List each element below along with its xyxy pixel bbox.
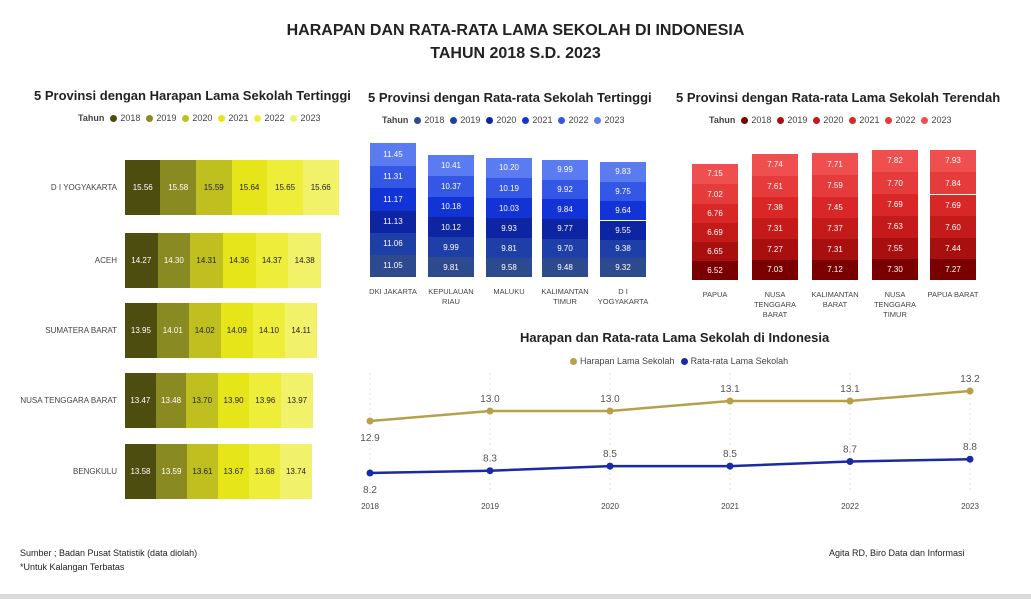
- category-label-line: TIMUR: [883, 310, 907, 319]
- bar-segment: 6.76: [692, 204, 738, 223]
- bar-segment: 7.31: [752, 218, 798, 239]
- category-label-line: TENGGARA: [753, 300, 797, 309]
- category-label-line: TENGGARA: [873, 300, 917, 309]
- bar-segment: 9.64: [600, 201, 646, 220]
- x-tick-label: 2022: [841, 502, 859, 511]
- data-label: 8.8: [963, 442, 977, 454]
- bar-segment: 9.38: [600, 240, 646, 259]
- legend-item-2019: [777, 115, 807, 125]
- legend-dot: [290, 115, 297, 122]
- category-label: [590, 287, 656, 307]
- legend-item-2022: [885, 115, 915, 125]
- bar-segment: 9.32: [600, 258, 646, 277]
- main-title-line1: HARAPAN DAN RATA-RATA LAMA SEKOLAH DI INDONESIA: [286, 22, 745, 39]
- bar-segment: 14.36: [223, 233, 256, 288]
- bar-segment: 15.56: [125, 160, 160, 215]
- data-point: [367, 418, 374, 425]
- legend-dot: [522, 117, 529, 124]
- legend-label: 2020: [823, 115, 844, 125]
- bar-segment: 9.70: [542, 239, 588, 258]
- line-chart-title: Harapan dan Rata-rata Lama Sekolah di Indonesia: [520, 330, 830, 345]
- category-label: [742, 290, 808, 320]
- row-label: SUMATERA BARAT: [45, 325, 117, 335]
- bar-segment: 7.45: [812, 197, 858, 218]
- legend-label: 2021: [228, 113, 249, 123]
- bar-segment: 10.12: [428, 217, 474, 237]
- legend-label: 2021: [859, 115, 880, 125]
- bottom-divider: [0, 594, 1031, 599]
- bar-segment: 13.95: [125, 303, 157, 358]
- legend-item-2020: [182, 113, 212, 123]
- legend-item-2022: [558, 115, 588, 125]
- category-label-line: DKI JAKARTA: [369, 287, 417, 296]
- bar-segment: 7.38: [752, 197, 798, 218]
- category-label-line: BARAT: [822, 300, 848, 309]
- data-label: 8.5: [603, 449, 617, 461]
- data-label: 13.1: [720, 384, 740, 395]
- legend-title: Tahun: [78, 113, 105, 123]
- bar-segment: 7.03: [752, 260, 798, 280]
- data-point: [727, 463, 734, 470]
- category-label-line: KEPULAUAN: [428, 287, 474, 296]
- row-label: BENGKULU: [72, 466, 117, 476]
- legend-item-2018: [741, 115, 771, 125]
- category-label-line: MALUKU: [493, 287, 525, 296]
- bar-segment: 7.31: [812, 239, 858, 260]
- legend-dot: [885, 117, 892, 124]
- legend-item-2021: [849, 115, 879, 125]
- legend-item-2023: [290, 113, 320, 123]
- category-label: [802, 290, 868, 310]
- row-label: ACEH: [94, 255, 117, 265]
- legend-label: 2021: [532, 115, 553, 125]
- panel1-title: 5 Provinsi dengan Harapan Lama Sekolah Tertinggi: [34, 88, 351, 103]
- data-point: [487, 408, 494, 415]
- legend-label: 2018: [751, 115, 772, 125]
- legend-item-2022: [254, 113, 284, 123]
- panel3-legend: [709, 115, 958, 125]
- bar-segment: 11.05: [370, 255, 416, 277]
- category-label-line: KALIMANTAN: [541, 287, 589, 296]
- bar-segment: 9.99: [428, 237, 474, 257]
- bar-segment: 13.48: [156, 373, 187, 428]
- bar-segment: 7.27: [930, 259, 976, 280]
- legend-label: 2019: [460, 115, 481, 125]
- bar-segment: 9.75: [600, 182, 646, 202]
- legend-label: 2023: [604, 115, 625, 125]
- bar-segment: 14.01: [157, 303, 189, 358]
- bar-segment: 7.15: [692, 164, 738, 184]
- category-label-line: D I: [618, 287, 628, 296]
- bar-segment: 6.65: [692, 242, 738, 261]
- bar-segment: 9.99: [542, 160, 588, 180]
- category-label: [360, 287, 426, 297]
- bar-segment: 13.59: [156, 444, 187, 499]
- panel3-title: 5 Provinsi dengan Rata-rata Lama Sekolah Terendah: [676, 90, 1001, 105]
- legend-dot: [741, 117, 748, 124]
- category-label: [532, 287, 598, 307]
- legend-label: 2020: [192, 113, 213, 123]
- bar-segment: 7.70: [872, 172, 918, 194]
- legend-item-2023: [921, 115, 951, 125]
- legend-label: 2019: [787, 115, 808, 125]
- bar-segment: 13.58: [125, 444, 156, 499]
- series-line: [370, 391, 970, 421]
- bar-segment: 15.64: [232, 160, 268, 215]
- bar-segment: 14.27: [125, 233, 158, 288]
- category-label: [682, 290, 748, 300]
- legend-item-harapan-lama-sekolah: [570, 356, 675, 366]
- line-chart-legend: [570, 356, 794, 366]
- bar-segment: 14.11: [285, 303, 317, 358]
- category-label: [862, 290, 928, 320]
- bar-segment: 15.59: [196, 160, 232, 215]
- x-tick-label: 2019: [481, 502, 499, 511]
- bar-segment: 10.18: [428, 197, 474, 217]
- legend-dot: [681, 358, 688, 365]
- category-label-line: BARAT: [762, 310, 788, 319]
- bar-segment: 14.37: [256, 233, 289, 288]
- panel2-legend: [382, 115, 631, 125]
- data-point: [607, 463, 614, 470]
- legend-dot: [921, 117, 928, 124]
- bar-segment: 9.93: [486, 218, 532, 238]
- bar-segment: 9.92: [542, 180, 588, 200]
- legend-label: 2019: [156, 113, 177, 123]
- author-text: Agita RD, Biro Data dan Informasi: [829, 548, 965, 558]
- source-text: Sumber ; Badan Pusat Statistik (data diolah): [20, 548, 198, 558]
- category-label-line: TIMUR: [553, 297, 577, 306]
- bar-segment: 7.71: [812, 153, 858, 175]
- legend-dot: [570, 358, 577, 365]
- bar-segment: 14.31: [190, 233, 223, 288]
- x-tick-label: 2023: [961, 502, 979, 511]
- legend-title: Tahun: [709, 115, 736, 125]
- bar-segment: 13.70: [186, 373, 217, 428]
- category-label: [920, 290, 986, 300]
- legend-label: 2022: [895, 115, 916, 125]
- bar-segment: 11.06: [370, 233, 416, 255]
- bar-segment: 10.37: [428, 176, 474, 197]
- bar-segment: 9.81: [428, 257, 474, 277]
- bar-segment: 14.09: [221, 303, 253, 358]
- data-point: [967, 388, 974, 395]
- legend-label: Harapan Lama Sekolah: [580, 356, 675, 366]
- line-chart-svg: [340, 368, 1000, 518]
- x-tick-label: 2021: [721, 502, 739, 511]
- data-point: [367, 470, 374, 477]
- bar-segment: 7.84: [930, 172, 976, 194]
- legend-dot: [414, 117, 421, 124]
- bar-segment: 11.17: [370, 188, 416, 210]
- bar-segment: 13.90: [218, 373, 250, 428]
- legend-label: 2018: [120, 113, 141, 123]
- legend-item-2018: [414, 115, 444, 125]
- bar-segment: 13.96: [249, 373, 281, 428]
- legend-item-2023: [594, 115, 624, 125]
- data-label: 8.2: [363, 485, 377, 496]
- legend-label: 2023: [300, 113, 321, 123]
- data-label: 13.2: [960, 374, 980, 385]
- legend-label: 2020: [496, 115, 517, 125]
- bar-segment: 14.30: [158, 233, 191, 288]
- series-line: [370, 459, 970, 473]
- legend-item-2019: [450, 115, 480, 125]
- bar-segment: 9.83: [600, 162, 646, 182]
- bar-segment: 13.97: [281, 373, 313, 428]
- bar-segment: 13.74: [280, 444, 311, 499]
- legend-dot: [218, 115, 225, 122]
- legend-item-2019: [146, 113, 176, 123]
- legend-dot: [182, 115, 189, 122]
- bar-segment: 7.74: [752, 154, 798, 176]
- bar-segment: 7.37: [812, 218, 858, 239]
- bar-segment: 9.84: [542, 199, 588, 219]
- category-label-line: PAPUA: [702, 290, 728, 299]
- bar-segment: 10.41: [428, 155, 474, 176]
- bar-segment: 13.68: [249, 444, 280, 499]
- bar-segment: 11.13: [370, 211, 416, 233]
- data-point: [847, 458, 854, 465]
- panel2-title: 5 Provinsi dengan Rata-rata Sekolah Tertinggi: [368, 90, 652, 105]
- bar-segment: 10.20: [486, 158, 532, 178]
- category-label-line: PAPUA BARAT: [927, 290, 979, 299]
- legend-label: Rata-rata Lama Sekolah: [690, 356, 789, 366]
- legend-item-2020: [813, 115, 843, 125]
- data-label: 8.3: [483, 453, 497, 465]
- category-label-line: KALIMANTAN: [811, 290, 859, 299]
- bar-segment: 9.81: [486, 238, 532, 258]
- category-label-line: RIAU: [442, 297, 460, 306]
- bar-segment: 7.44: [930, 238, 976, 259]
- bar-segment: 14.02: [189, 303, 221, 358]
- bar-segment: 7.27: [752, 239, 798, 260]
- category-label-line: YOGYAKARTA: [597, 297, 649, 306]
- legend-dot: [146, 115, 153, 122]
- bar-segment: 13.67: [218, 444, 249, 499]
- bar-segment: 15.66: [303, 160, 339, 215]
- row-label: NUSA TENGGARA BARAT: [20, 395, 117, 405]
- legend-dot: [450, 117, 457, 124]
- data-label: 13.0: [600, 394, 620, 405]
- data-point: [487, 467, 494, 474]
- panel1-legend: [78, 113, 327, 123]
- data-point: [727, 398, 734, 405]
- note-text: *Untuk Kalangan Terbatas: [20, 562, 125, 572]
- bar-segment: 9.77: [542, 219, 588, 239]
- bar-segment: 9.48: [542, 258, 588, 277]
- bar-segment: 11.45: [370, 143, 416, 166]
- bar-segment: 15.58: [160, 160, 196, 215]
- legend-item-2021: [218, 113, 248, 123]
- bar-segment: 14.10: [253, 303, 285, 358]
- bar-segment: 6.69: [692, 223, 738, 242]
- legend-dot: [110, 115, 117, 122]
- data-point: [607, 408, 614, 415]
- x-tick-label: 2020: [601, 502, 619, 511]
- bar-segment: 13.47: [125, 373, 156, 428]
- bar-segment: 7.82: [872, 150, 918, 172]
- main-title-line2: TAHUN 2018 S.D. 2023: [430, 45, 601, 62]
- bar-segment: 9.55: [600, 221, 646, 240]
- data-label: 8.5: [723, 449, 737, 461]
- legend-label: 2022: [264, 113, 285, 123]
- legend-dot: [777, 117, 784, 124]
- data-label: 8.7: [843, 444, 857, 456]
- data-label: 13.0: [480, 394, 500, 405]
- legend-title: Tahun: [382, 115, 409, 125]
- x-tick-label: 2018: [361, 502, 379, 511]
- row-label: D I YOGYAKARTA: [50, 182, 117, 192]
- legend-item-2020: [486, 115, 516, 125]
- bar-segment: 7.61: [752, 176, 798, 198]
- bar-segment: 7.55: [872, 238, 918, 260]
- bar-segment: 10.19: [486, 178, 532, 198]
- legend-dot: [594, 117, 601, 124]
- bar-segment: 6.52: [692, 261, 738, 280]
- bar-segment: 13.61: [187, 444, 218, 499]
- bar-segment: 9.58: [486, 258, 532, 277]
- bar-segment: 7.30: [872, 259, 918, 280]
- data-label: 13.1: [840, 384, 860, 395]
- legend-item-2018: [110, 113, 140, 123]
- data-point: [967, 456, 974, 463]
- category-label: [418, 287, 484, 307]
- legend-dot: [558, 117, 565, 124]
- legend-label: 2022: [568, 115, 589, 125]
- bar-segment: 7.02: [692, 184, 738, 204]
- bar-segment: 10.03: [486, 198, 532, 218]
- bar-segment: 11.31: [370, 166, 416, 189]
- data-label: 12.9: [360, 433, 380, 444]
- legend-label: 2018: [424, 115, 445, 125]
- legend-dot: [849, 117, 856, 124]
- bar-segment: 7.93: [930, 150, 976, 173]
- legend-dot: [486, 117, 493, 124]
- legend-dot: [254, 115, 261, 122]
- bar-segment: 7.69: [930, 195, 976, 217]
- bar-segment: 7.59: [812, 175, 858, 197]
- legend-dot: [813, 117, 820, 124]
- bar-segment: 14.38: [288, 233, 321, 288]
- legend-label: 2023: [931, 115, 952, 125]
- bar-segment: 7.60: [930, 216, 976, 238]
- bar-segment: 7.63: [872, 216, 918, 238]
- category-label-line: NUSA: [884, 290, 906, 299]
- legend-item-2021: [522, 115, 552, 125]
- bar-segment: 7.69: [872, 194, 918, 216]
- bar-segment: 15.65: [267, 160, 303, 215]
- legend-item-rata-rata-lama-sekolah: [681, 356, 789, 366]
- bar-segment: 7.12: [812, 260, 858, 280]
- data-point: [847, 398, 854, 405]
- category-label-line: NUSA: [764, 290, 786, 299]
